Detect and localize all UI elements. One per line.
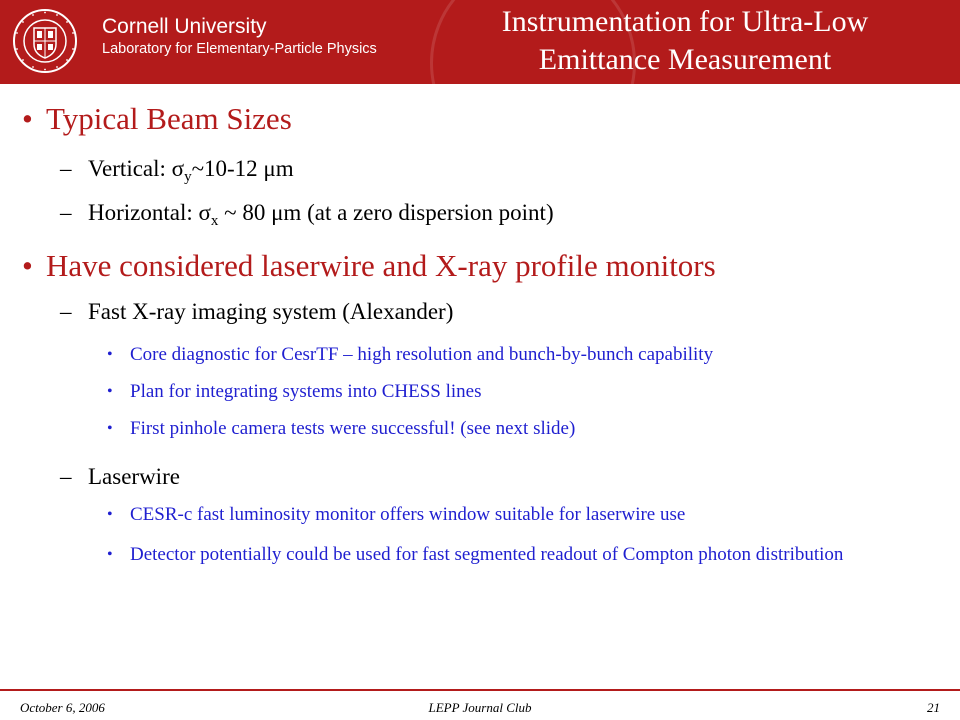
slide-title-line-2: Emittance Measurement — [538, 43, 832, 76]
point-text: CESR-c fast luminosity monitor offers window suitable for laserwire use — [130, 504, 686, 525]
bullet-marker: • — [22, 248, 33, 283]
bullet-marker: • — [107, 383, 113, 400]
horizontal-value: ~ 80 μm (at a zero dispersion point) — [218, 200, 554, 225]
dash-marker: – — [60, 464, 72, 489]
bullet-text: Have considered laserwire and X-ray profile monitors — [46, 248, 716, 283]
page-number: 21 — [927, 700, 940, 715]
horizontal-label: Horizontal: — [88, 200, 199, 225]
sigma-symbol: σ — [198, 200, 211, 225]
slide-title-line-1: Instrumentation for Ultra-Low — [501, 5, 869, 38]
sub-bullet-text: Laserwire — [88, 464, 180, 489]
bullet-marker: • — [107, 506, 113, 523]
university-name: Cornell University — [102, 15, 267, 38]
bullet-marker: • — [22, 101, 33, 136]
slide-title — [440, 3, 930, 79]
point-text: First pinhole camera tests were successful! (see next slide) — [130, 418, 576, 439]
vertical-value: ~10-12 μm — [191, 156, 294, 181]
sigma-subscript: x — [210, 213, 219, 229]
dash-marker: – — [60, 156, 72, 181]
point-text: Detector potentially could be used for fast segmented readout of Compton photon distribution — [130, 544, 844, 565]
sigma-symbol: σ — [171, 156, 185, 181]
point-text: Plan for integrating systems into CHESS lines — [130, 381, 482, 402]
dash-marker: – — [60, 200, 72, 225]
footer-title: LEPP Journal Club — [428, 700, 532, 715]
bullet-marker: • — [107, 546, 113, 563]
cornell-seal-logo — [12, 8, 78, 74]
point-text: Core diagnostic for CesrTF – high resolution and bunch-by-bunch capability — [130, 344, 714, 365]
bullet-marker: • — [107, 420, 113, 437]
sub-bullet-text: Fast X-ray imaging system (Alexander) — [88, 299, 454, 324]
bullet-text: Typical Beam Sizes — [46, 101, 292, 136]
footer-date: October 6, 2006 — [20, 700, 105, 715]
header-band — [0, 0, 960, 84]
vertical-label: Vertical: — [88, 156, 172, 181]
sigma-subscript: y — [184, 169, 192, 185]
footer-divider — [0, 689, 960, 691]
sub-bullet-text — [88, 155, 294, 183]
bullet-marker: • — [107, 346, 113, 363]
dash-marker: – — [60, 299, 72, 324]
sub-bullet-text — [88, 199, 554, 227]
lab-name: Laboratory for Elementary-Particle Physics — [102, 41, 377, 57]
